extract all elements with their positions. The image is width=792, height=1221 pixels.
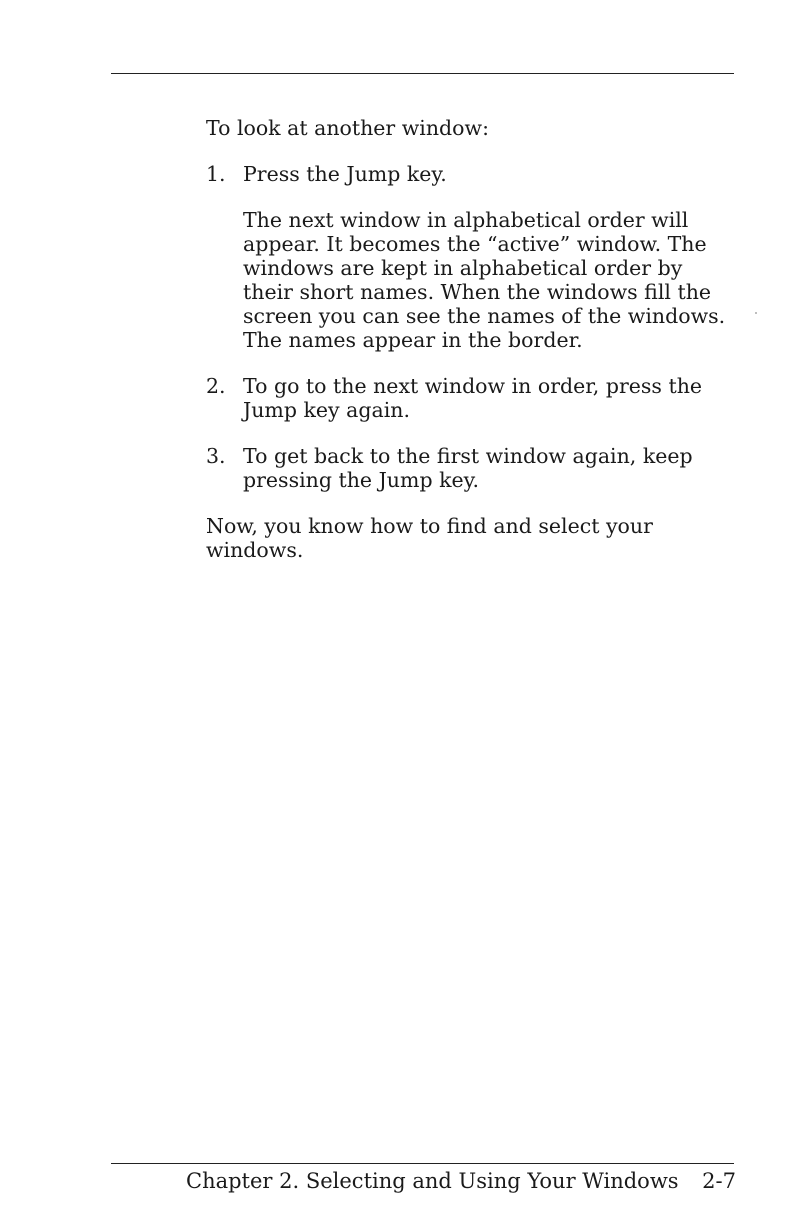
step-3 <box>206 444 746 492</box>
scan-speck <box>755 312 757 314</box>
outro-text: Now, you know how to find and select your windows. <box>206 514 653 562</box>
step-number: 1. <box>206 162 226 186</box>
step-body <box>243 374 746 422</box>
step-instruction: To get back to the first window again, keep pressing the Jump key. <box>243 444 693 492</box>
page-number: 2-7 <box>702 1169 736 1193</box>
step-2 <box>206 374 746 422</box>
step-1 <box>206 162 746 352</box>
chapter-title: Chapter 2. Selecting and Using Your Windows <box>186 1169 679 1193</box>
step-number: 3. <box>206 444 226 468</box>
step-body <box>243 444 746 492</box>
step-body <box>243 162 746 352</box>
header-rule <box>111 73 734 74</box>
step-number: 2. <box>206 374 226 398</box>
intro-text: To look at another window: <box>206 116 489 140</box>
page-footer <box>186 1167 736 1195</box>
step-instruction: To go to the next window in order, press the Jump key again. <box>243 374 703 422</box>
page-body <box>206 116 746 562</box>
step-explanation: The next window in alphabetical order will appear. It becomes the “active” window. The windows are kept in alphabetical order by their short names. When the windows fill the screen you can see the names of the windows. The names appear in the border. <box>243 208 726 352</box>
step-instruction: Press the Jump key. <box>243 162 447 186</box>
footer-rule <box>111 1163 734 1164</box>
